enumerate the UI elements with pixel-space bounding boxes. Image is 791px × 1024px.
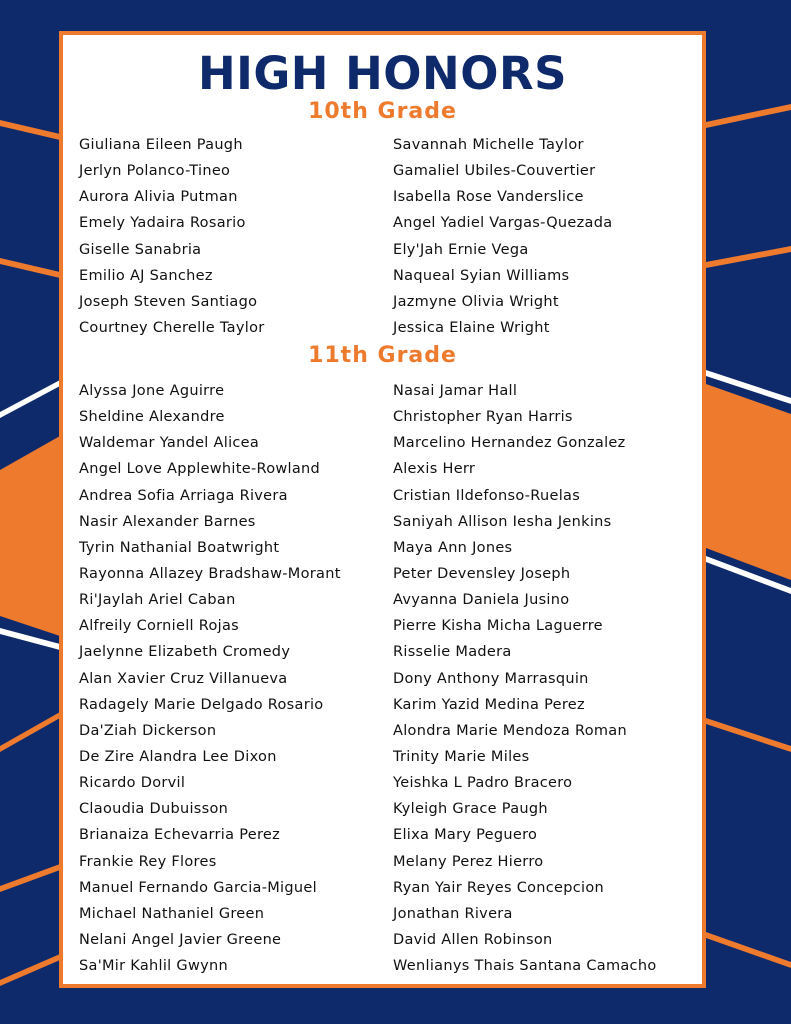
student-name: Jessica Elaine Wright [393,319,550,336]
page-title: HIGH HONORS [197,47,568,100]
student-name: Courtney Cherelle Taylor [79,319,265,336]
student-name: Dony Anthony Marrasquin [393,670,589,687]
student-name: Rayonna Allazey Bradshaw-Morant [79,565,341,582]
student-name: Jonathan Rivera [393,905,513,922]
student-name: Ricardo Dorvil [79,775,186,792]
student-name: Angel Yadiel Vargas-Quezada [393,215,613,232]
student-name: Melany Perez Hierro [393,853,544,870]
student-name: Emely Yadaira Rosario [79,215,246,232]
grade-11-heading: 11th Grade [308,343,457,368]
student-name: Tyrin Nathanial Boatwright [79,539,280,556]
student-name: Nasir Alexander Barnes [79,513,256,530]
student-name: Aurora Alivia Putman [79,189,238,206]
student-name: Alexis Herr [393,461,476,478]
student-name: Cristian Ildefonso-Ruelas [393,487,581,504]
student-name: Jazmyne Olivia Wright [393,293,559,310]
student-name: Da'Ziah Dickerson [79,722,217,739]
student-name: Gamaliel Ubiles-Couvertier [393,163,596,180]
student-name: Andrea Sofia Arriaga Rivera [79,487,288,504]
student-name: Isabella Rose Vanderslice [393,189,584,206]
student-name: Marcelino Hernandez Gonzalez [393,435,626,452]
student-name: Savannah Michelle Taylor [393,137,584,153]
student-name: Michael Nathaniel Green [79,905,265,922]
grade-11-right-column [393,378,657,979]
student-name: Nasai Jamar Hall [393,383,518,399]
student-name: Giuliana Eileen Paugh [79,137,243,153]
student-name: Manuel Fernando Garcia-Miguel [79,879,317,896]
student-name: Claoudia Dubuisson [79,801,229,818]
student-name: Frankie Rey Flores [79,853,217,870]
student-name: Ely'Jah Ernie Vega [393,241,529,258]
student-name: Maya Ann Jones [393,539,513,556]
honor-roll-card [59,31,706,988]
grade-11-left-column [79,378,341,979]
student-name: Alfreily Corniell Rojas [79,618,240,635]
student-name: Alyssa Jone Aguirre [79,383,225,399]
student-name: Emilio AJ Sanchez [79,267,213,284]
student-name: Waldemar Yandel Alicea [79,435,260,452]
student-name: Yeishka L Padro Bracero [393,775,573,792]
student-name: Jerlyn Polanco-Tineo [79,163,231,180]
student-name: Trinity Marie Miles [393,748,530,765]
student-name: Giselle Sanabria [79,241,202,258]
student-name: Pierre Kisha Micha Laguerre [393,618,603,635]
student-name: Sa'Mir Kahlil Gwynn [79,958,228,975]
student-name: Wenlianys Thais Santana Camacho [393,958,657,975]
student-name: Nelani Angel Javier Greene [79,931,282,948]
student-name: Risselie Madera [393,644,512,661]
student-name: Angel Love Applewhite-Rowland [79,461,321,478]
student-name: Peter Devensley Joseph [393,565,571,582]
student-name: Ryan Yair Reyes Concepcion [393,879,605,896]
student-name: Sheldine Alexandre [79,409,225,426]
student-name: Avyanna Daniela Jusino [393,592,570,609]
student-name: Ri'Jaylah Ariel Caban [79,592,236,609]
student-name: Radagely Marie Delgado Rosario [79,696,324,713]
student-name: Karim Yazid Medina Perez [393,696,585,713]
student-name: Brianaiza Echevarria Perez [79,827,281,844]
grade-10-left-column [79,132,265,341]
student-name: De Zire Alandra Lee Dixon [79,748,277,765]
student-name: Alan Xavier Cruz Villanueva [79,670,288,687]
student-name: Kyleigh Grace Paugh [393,801,548,818]
student-name: Jaelynne Elizabeth Cromedy [79,644,291,661]
student-name: Christopher Ryan Harris [393,409,573,426]
student-name: Elixa Mary Peguero [393,827,538,844]
grade-10-right-column [393,132,612,341]
student-name: Saniyah Allison Iesha Jenkins [393,513,612,530]
student-name: Joseph Steven Santiago [79,293,258,310]
student-name: Alondra Marie Mendoza Roman [393,722,627,739]
grade-10-heading: 10th Grade [308,99,457,124]
student-name: Naqueal Syian Williams [393,267,570,284]
student-name: David Allen Robinson [393,931,553,948]
